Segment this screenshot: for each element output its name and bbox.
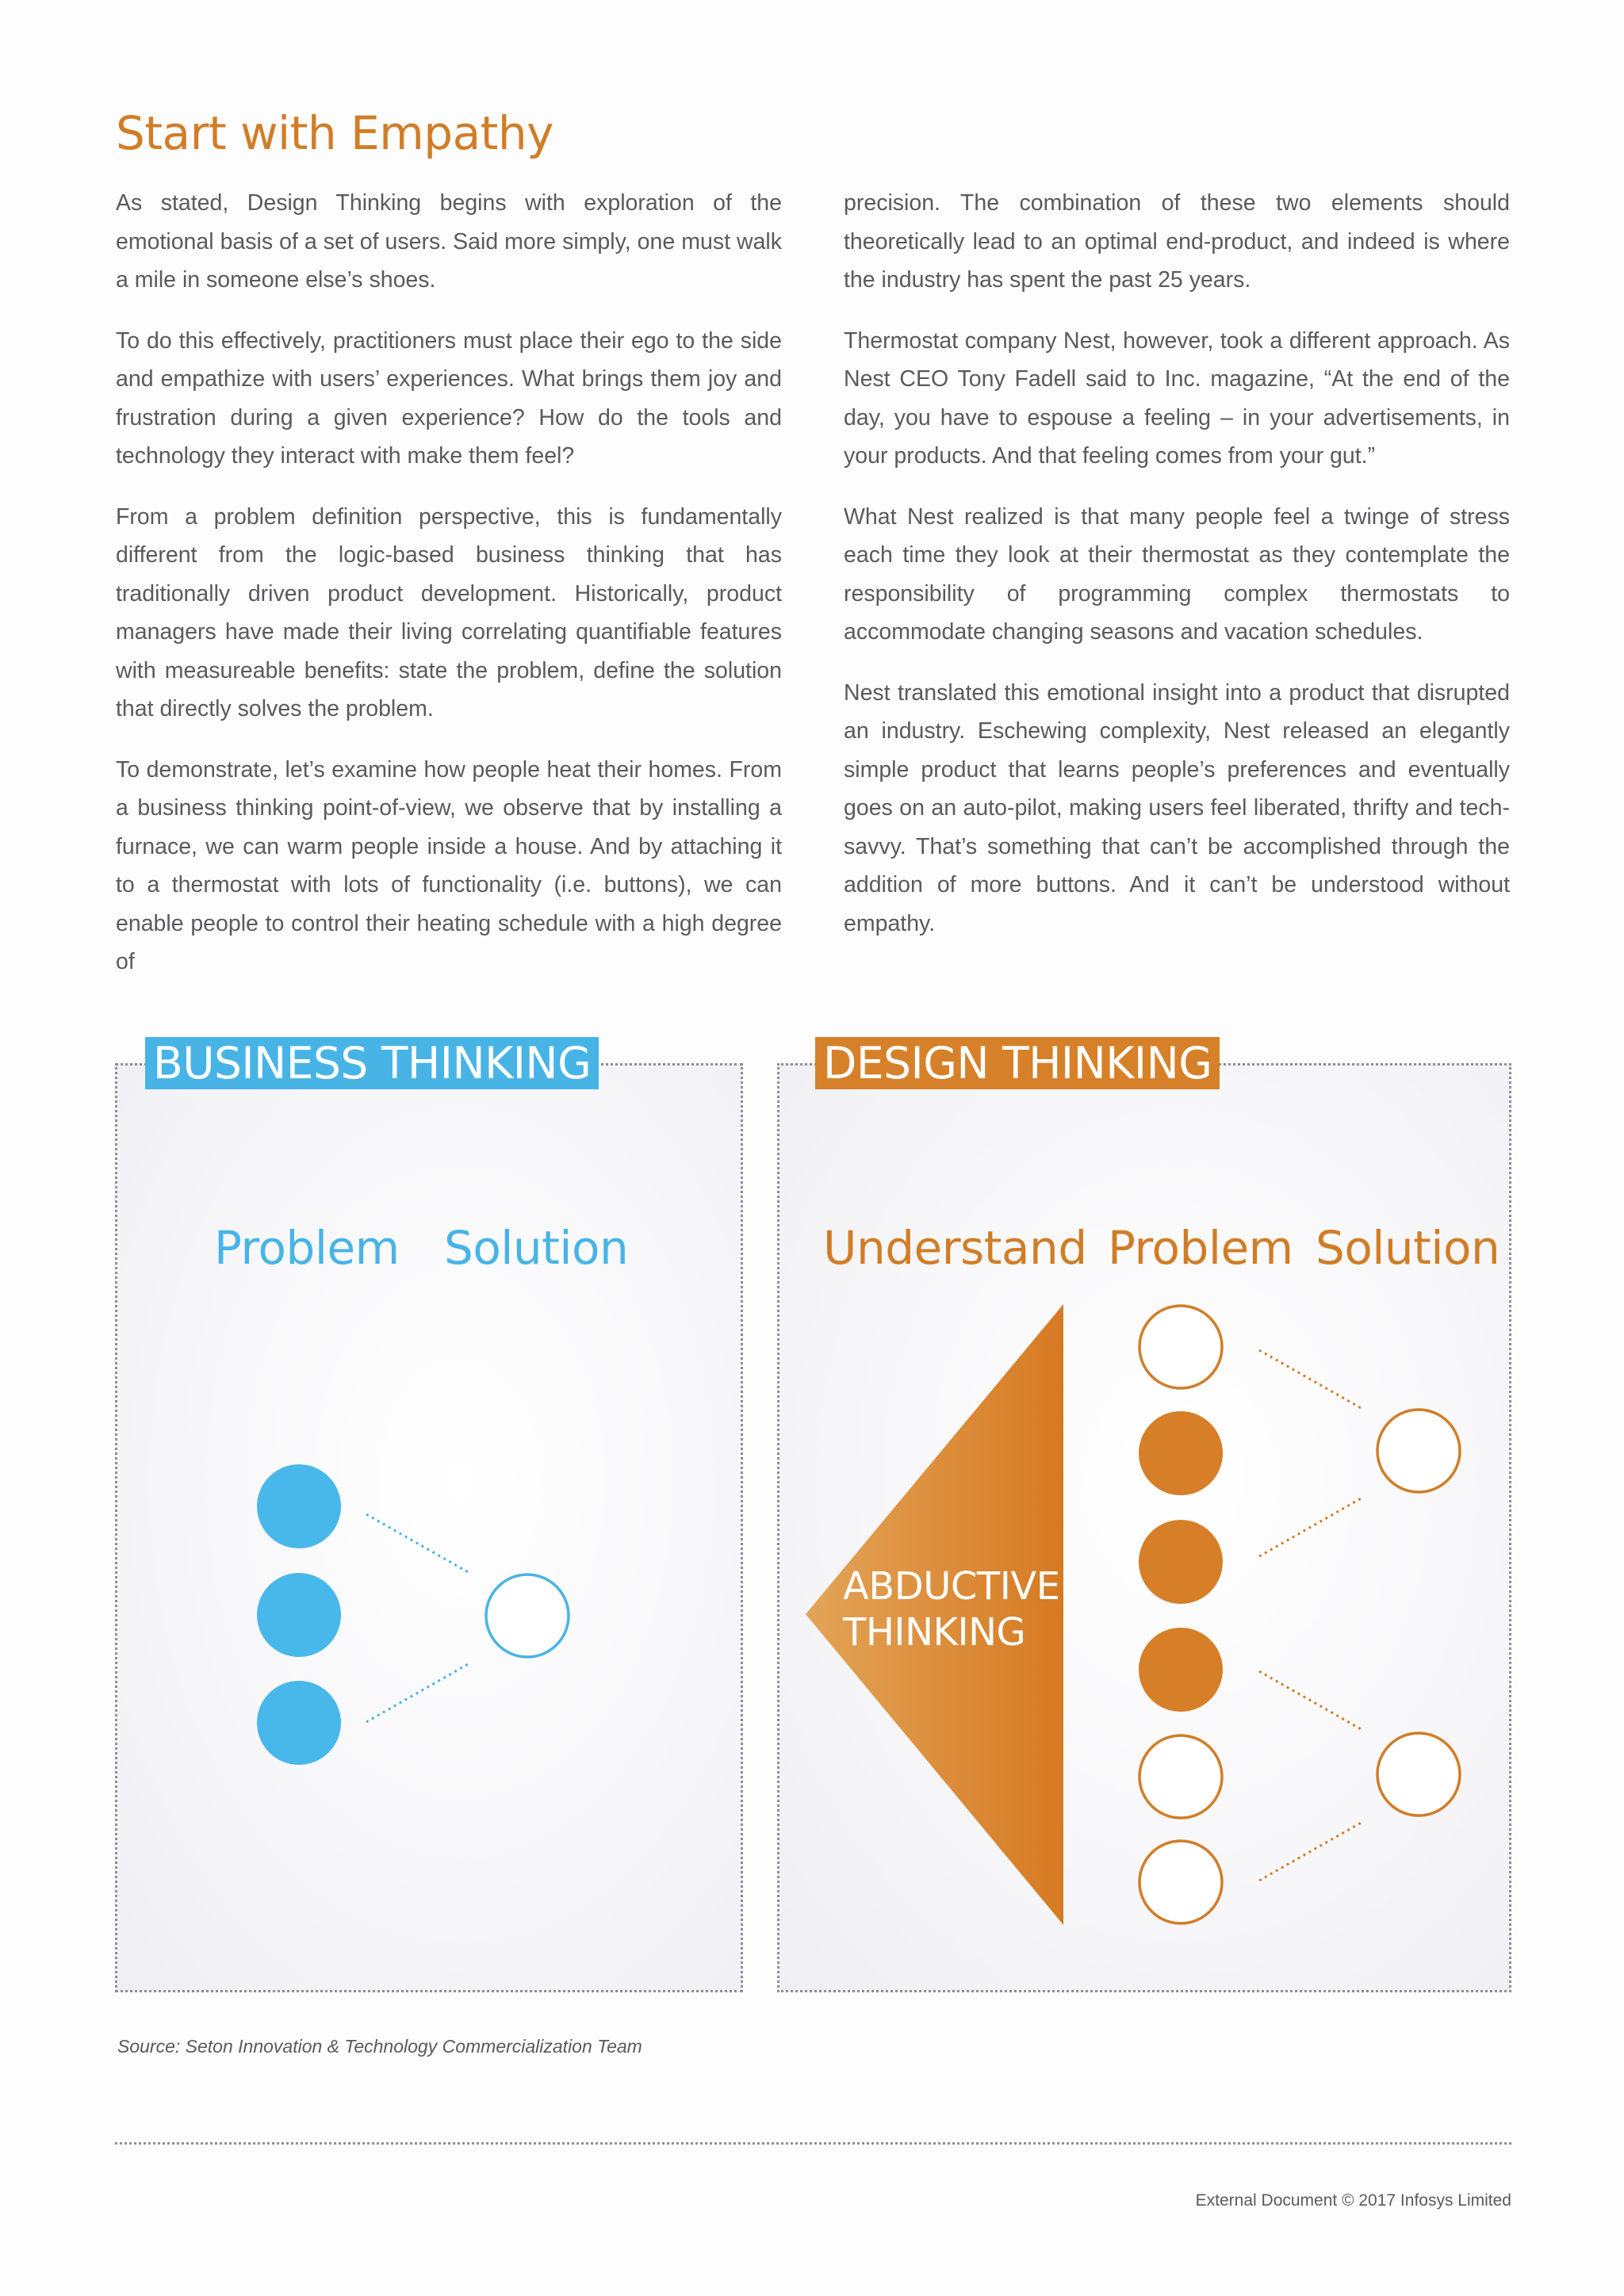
paragraph: To do this effectively, practitioners must place their ego to the side and empathize with users’ experiences. What brings them joy and frustration during a given experience? How do the tools and technology they interact with make them feel? bbox=[116, 327, 782, 469]
thinking-line: THINKING bbox=[843, 1610, 1026, 1655]
problem-node bbox=[257, 1464, 341, 1548]
problem-node bbox=[1139, 1628, 1223, 1712]
connector-line bbox=[366, 1663, 469, 1722]
paragraph: From a problem definition perspective, this is fundamentally different from the logic-based business thinking that has traditionally driven product development. Historically, product managers have made their living correlating quantifiable features with measureable benefits: state the problem, define the solution that directly solves the problem. bbox=[116, 503, 782, 721]
page-heading: Start with Empathy bbox=[116, 106, 553, 160]
problem-node bbox=[1139, 1306, 1222, 1388]
abductive-thinking-label bbox=[843, 1563, 1081, 1655]
connector-line bbox=[366, 1514, 469, 1573]
connector-line bbox=[1259, 1498, 1362, 1556]
paragraph: To demonstrate, let’s examine how people heat their homes. From a business thinking point-of-view, we observe that by installing a furnace, we can warm people inside a house. And by attaching it to a thermostat with lots of functionality (i.e. buttons), we can enable people to control their heating schedule with a high degree of bbox=[116, 756, 782, 974]
connector-line bbox=[1259, 1822, 1362, 1881]
paragraph: Thermostat company Nest, however, took a different approach. As Nest CEO Tony Fadell said to Inc. magazine, “At the end of the day, you have to espouse a feeling – in your advertisements, in your products. And that feeling comes from your gut.” bbox=[844, 327, 1510, 469]
business-solution-label: Solution bbox=[444, 1221, 629, 1275]
footer-divider bbox=[115, 2142, 1511, 2145]
connector-line bbox=[1259, 1350, 1362, 1409]
solution-node bbox=[486, 1575, 569, 1657]
design-problem-label: Problem bbox=[1108, 1221, 1293, 1275]
business-diagram bbox=[257, 1464, 569, 1765]
business-problem-label: Problem bbox=[214, 1221, 400, 1275]
business-thinking-title: BUSINESS THINKING bbox=[145, 1037, 599, 1089]
problem-node bbox=[257, 1681, 341, 1765]
footer-copyright: External Document © 2017 Infosys Limited bbox=[1195, 2191, 1511, 2210]
problem-node bbox=[1139, 1520, 1223, 1604]
problem-node bbox=[1139, 1841, 1222, 1923]
connector-line bbox=[1259, 1671, 1362, 1730]
problem-node bbox=[1139, 1735, 1222, 1818]
abductive-line: ABDUCTIVE bbox=[843, 1564, 1060, 1609]
solution-node bbox=[1377, 1410, 1460, 1492]
problem-node bbox=[1139, 1411, 1223, 1495]
source-caption: Source: Seton Innovation & Technology Commercialization Team bbox=[117, 2036, 642, 2057]
design-understand-label: Understand bbox=[823, 1221, 1087, 1275]
paragraph: Nest translated this emotional insight into a product that disrupted an industry. Eschewing complexity, Nest released an elegantly simple product that learns people’s preferences and eventually goes on an auto-pilot, making users feel liberated, thrifty and tech-savvy. That’s something that can’t be accomplished through the addition of more buttons. And it can’t be understood without empathy. bbox=[844, 679, 1510, 936]
solution-node bbox=[1377, 1733, 1460, 1816]
paragraph: precision. The combination of these two elements should theoretically lead to an optimal end-product, and indeed is where the industry has spent the past 25 years. bbox=[844, 190, 1510, 293]
paragraph: As stated, Design Thinking begins with exploration of the emotional basis of a set of users. Said more simply, one must walk a mile in someone else’s shoes. bbox=[116, 190, 782, 293]
design-solution-label: Solution bbox=[1316, 1221, 1500, 1275]
paragraph: What Nest realized is that many people feel a twinge of stress each time they look at their thermostat as they contemplate the responsibility of programming complex thermostats to accommodate changing seasons and vacation schedules. bbox=[844, 503, 1510, 645]
design-thinking-title: DESIGN THINKING bbox=[815, 1037, 1220, 1089]
problem-node bbox=[257, 1573, 341, 1657]
